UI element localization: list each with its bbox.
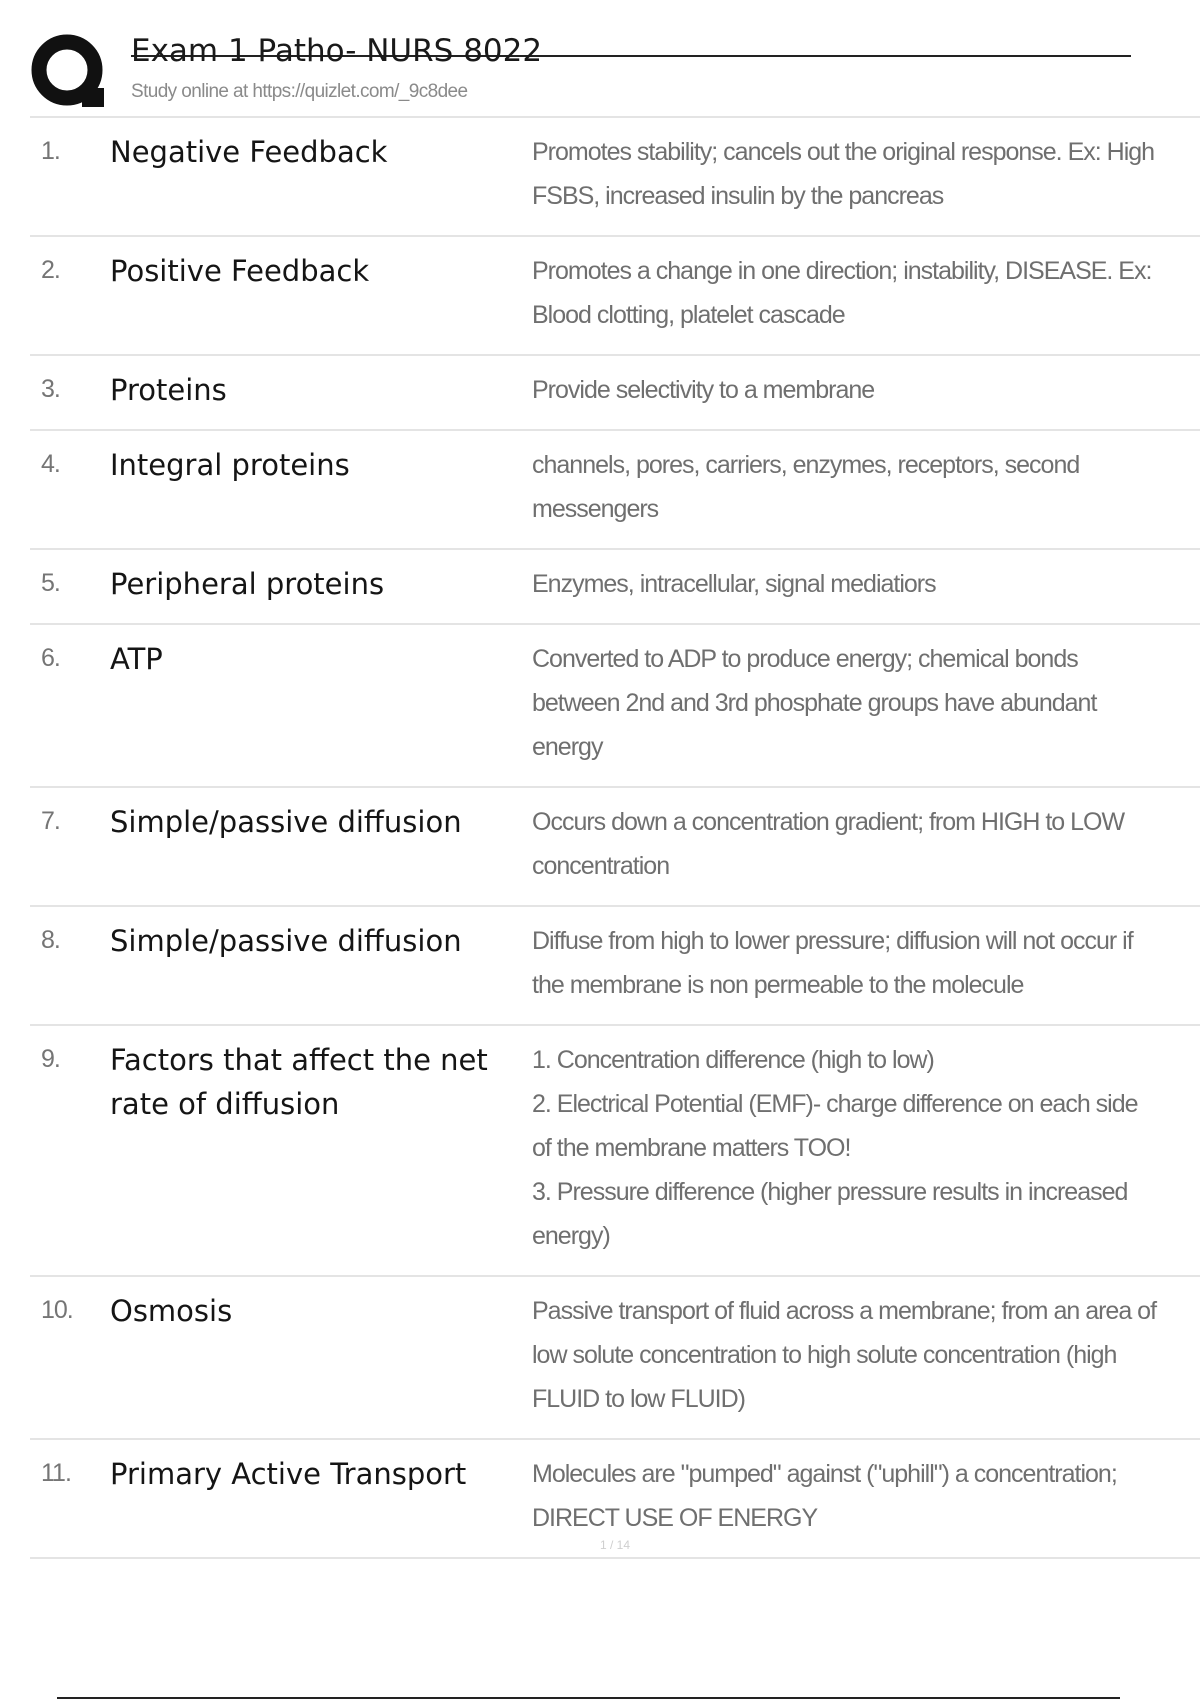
flashcard-row — [30, 788, 1200, 907]
definition-line: 1. Concentration difference (high to low) — [532, 1046, 934, 1074]
flashcard-row — [30, 550, 1200, 625]
card-definition — [532, 562, 1162, 606]
flashcard-row — [30, 625, 1200, 788]
card-number: 8. — [41, 926, 60, 954]
flashcard-row — [30, 356, 1200, 431]
card-number: 3. — [41, 375, 60, 403]
flashcard-row — [30, 431, 1200, 550]
flashcard-list — [30, 116, 1200, 1559]
card-definition — [532, 637, 1162, 769]
card-term: Peripheral proteins — [110, 567, 385, 601]
definition-line: Provide selectivity to a membrane — [532, 376, 875, 404]
card-number: 9. — [41, 1045, 60, 1073]
definition-line: Promotes a change in one direction; instability, DISEASE. Ex: Blood clotting, platelet cascade — [532, 257, 1152, 329]
quizlet-logo-icon — [30, 33, 110, 113]
study-online-link[interactable]: Study online at https://quizlet.com/_9c8dee — [131, 81, 468, 102]
card-definition — [532, 443, 1162, 531]
card-term: Positive Feedback — [110, 254, 370, 288]
card-definition — [532, 249, 1162, 337]
card-definition — [532, 1038, 1162, 1258]
definition-line: 2. Electrical Potential (EMF)- charge difference on each side of the membrane matters TOO! — [532, 1090, 1138, 1162]
card-term: Primary Active Transport — [110, 1457, 467, 1491]
footer-rule — [57, 1697, 1120, 1699]
page-number: 1 / 14 — [599, 1538, 631, 1552]
card-number: 10. — [41, 1296, 73, 1324]
flashcard-row — [30, 237, 1200, 356]
card-number: 7. — [41, 807, 60, 835]
card-number: 5. — [41, 569, 60, 597]
definition-line: Promotes stability; cancels out the original response. Ex: High FSBS, increased insulin by the pancreas — [532, 138, 1155, 210]
card-term: Factors that affect the net rate of diffusion — [110, 1043, 488, 1121]
document-title: Exam 1 Patho- NURS 8022 — [131, 33, 543, 69]
definition-line: Molecules are "pumped" against ("uphill") a concentration; DIRECT USE OF ENERGY — [532, 1460, 1117, 1532]
card-definition — [532, 919, 1162, 1007]
flashcard-row — [30, 1026, 1200, 1277]
flashcard-row — [30, 907, 1200, 1026]
card-number: 6. — [41, 644, 60, 672]
card-term: ATP — [110, 642, 163, 676]
definition-line: channels, pores, carriers, enzymes, receptors, second messengers — [532, 451, 1080, 523]
card-term: Simple/passive diffusion — [110, 805, 462, 839]
card-number: 1. — [41, 137, 60, 165]
page-header — [30, 30, 1130, 115]
card-definition — [532, 130, 1162, 218]
flashcard-row — [30, 1277, 1200, 1440]
card-definition — [532, 368, 1162, 412]
definition-line: Converted to ADP to produce energy; chemical bonds between 2nd and 3rd phosphate groups have abundant energy — [532, 645, 1097, 761]
definition-line: Occurs down a concentration gradient; from HIGH to LOW concentration — [532, 808, 1125, 880]
flashcard-row — [30, 118, 1200, 237]
definition-line: Diffuse from high to lower pressure; diffusion will not occur if the membrane is non permeable to the molecule — [532, 927, 1133, 999]
definition-line: Enzymes, intracellular, signal mediatiors — [532, 570, 936, 598]
card-term: Proteins — [110, 373, 227, 407]
card-term: Integral proteins — [110, 448, 350, 482]
card-definition — [532, 1289, 1162, 1421]
card-number: 4. — [41, 450, 60, 478]
definition-line: Passive transport of fluid across a membrane; from an area of low solute concentration to high solute concentration (high FLUID to low FLUID) — [532, 1297, 1157, 1413]
card-term: Negative Feedback — [110, 135, 388, 169]
card-number: 2. — [41, 256, 60, 284]
card-term: Osmosis — [110, 1294, 233, 1328]
card-number: 11. — [41, 1459, 71, 1487]
card-term: Simple/passive diffusion — [110, 924, 462, 958]
definition-line: 3. Pressure difference (higher pressure results in increased energy) — [532, 1178, 1128, 1250]
card-definition — [532, 800, 1162, 888]
card-definition — [532, 1452, 1162, 1540]
